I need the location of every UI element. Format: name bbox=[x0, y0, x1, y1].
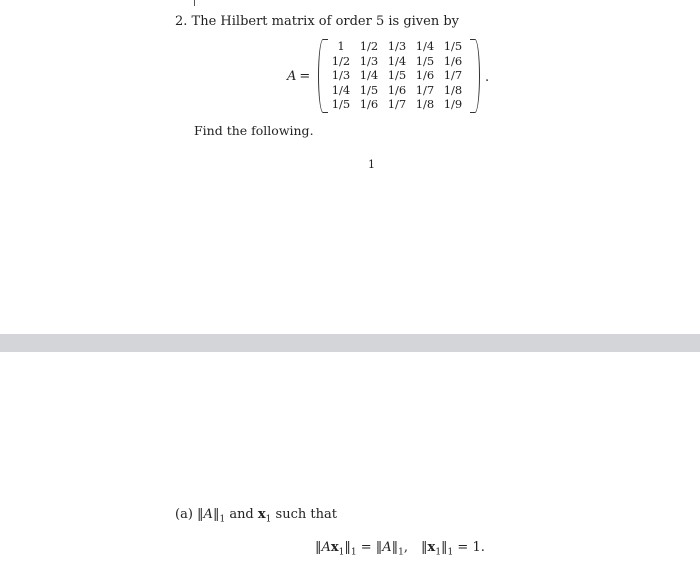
matrix-cell: 1/9 bbox=[443, 97, 463, 112]
matrix-cell: 1/7 bbox=[443, 68, 463, 83]
matrix-cell: 1/5 bbox=[387, 68, 407, 83]
right-parenthesis bbox=[470, 39, 480, 113]
norm-expression bbox=[197, 507, 226, 525]
vector-subscript: 1 bbox=[265, 514, 272, 525]
matrix-cell: 1/2 bbox=[359, 39, 379, 53]
problem-number: 2. bbox=[175, 14, 188, 29]
matrix-cell: 1 bbox=[337, 39, 345, 53]
norm-close: ‖ bbox=[212, 507, 220, 522]
part-a-question bbox=[175, 507, 337, 525]
matrix-cell: 1/5 bbox=[331, 97, 351, 112]
matrix-cell: 1/6 bbox=[415, 68, 435, 83]
matrix-label bbox=[287, 69, 310, 84]
vector-letter: x bbox=[257, 507, 266, 522]
formula-part1: ‖A bbox=[315, 540, 331, 555]
norm-subscript: 1 bbox=[219, 514, 226, 525]
matrix-cell: 1/5 bbox=[359, 82, 379, 97]
page-divider bbox=[0, 334, 700, 352]
formula-sub5: 1 bbox=[447, 547, 454, 558]
matrix-cell: 1/4 bbox=[415, 39, 435, 53]
matrix-symbol-inline: A bbox=[203, 507, 213, 522]
problem-statement bbox=[175, 14, 459, 29]
formula-bold-x: x bbox=[330, 540, 339, 555]
matrix-cell: 1/5 bbox=[415, 53, 435, 68]
norm-open: ‖ bbox=[197, 507, 204, 522]
matrix-cell: 1/6 bbox=[359, 97, 379, 112]
matrix-cell: 1/4 bbox=[331, 82, 351, 97]
norm-equation bbox=[315, 540, 485, 558]
formula-part6: = 1. bbox=[453, 540, 485, 555]
matrix-period: . bbox=[485, 70, 490, 85]
page-number: 1 bbox=[368, 158, 375, 171]
matrix-cell: 1/7 bbox=[415, 82, 435, 97]
formula-part4: , ‖ bbox=[403, 540, 428, 555]
matrix-equals: = bbox=[299, 69, 311, 84]
page-edge-mark bbox=[194, 0, 195, 6]
matrix-cell: 1/8 bbox=[443, 82, 463, 97]
formula-part5: ‖ bbox=[441, 540, 448, 555]
matrix-cell: 1/3 bbox=[331, 68, 351, 83]
instruction-text: Find the following. bbox=[194, 123, 314, 138]
text-such-that: such that bbox=[275, 507, 337, 522]
formula-sub2: 1 bbox=[350, 547, 357, 558]
matrix-cell: 1/6 bbox=[387, 82, 407, 97]
matrix-cell: 1/3 bbox=[387, 39, 407, 53]
matrix-symbol: A bbox=[287, 69, 297, 84]
formula-sub4: 1 bbox=[435, 547, 442, 558]
matrix-cell: 1/4 bbox=[359, 68, 379, 83]
matrix-grid bbox=[327, 39, 467, 112]
problem-text: The Hilbert matrix of order 5 is given by bbox=[191, 14, 460, 29]
matrix-cell: 1/2 bbox=[331, 53, 351, 68]
matrix-cell: 1/5 bbox=[443, 39, 463, 53]
matrix-cell: 1/8 bbox=[415, 97, 435, 112]
matrix-cell: 1/3 bbox=[359, 53, 379, 68]
vector-symbol bbox=[258, 507, 266, 522]
matrix-cell: 1/4 bbox=[387, 53, 407, 68]
formula-sub3: 1 bbox=[398, 547, 404, 558]
matrix-cell: 1/6 bbox=[443, 53, 463, 68]
matrix-cell: 1/7 bbox=[387, 97, 407, 112]
formula-part3: = ‖A‖ bbox=[356, 540, 399, 555]
formula-part2: ‖ bbox=[344, 540, 351, 555]
formula-sub1: 1 bbox=[338, 547, 345, 558]
formula-bold-x2: x bbox=[427, 540, 436, 555]
text-and: and bbox=[229, 507, 254, 522]
part-a-label: (a) bbox=[175, 507, 193, 522]
